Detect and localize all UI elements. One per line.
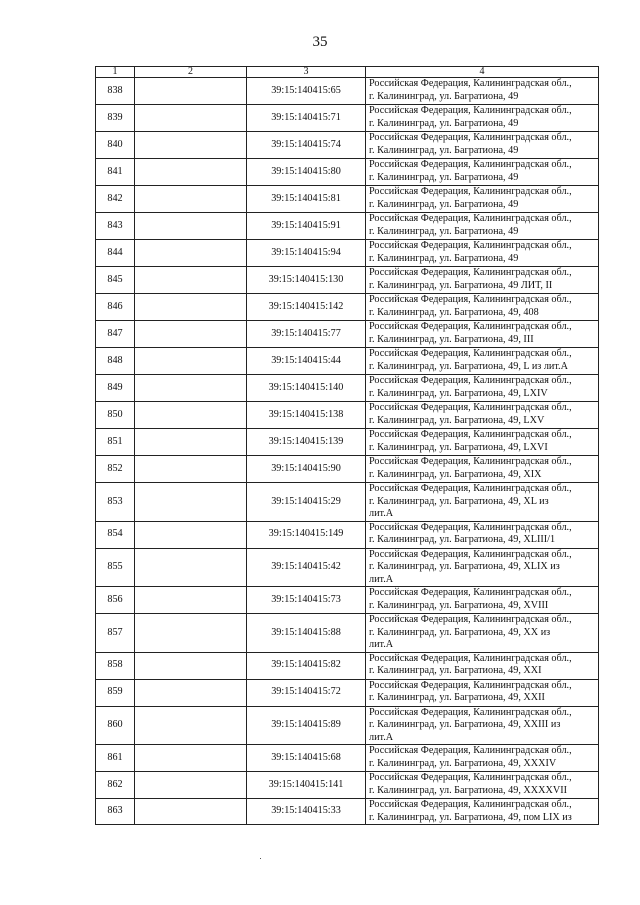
owner-cell [135,587,247,614]
column-header-2: 2 [135,67,247,78]
owner-cell [135,132,247,159]
cadastral-number: 39:15:140415:141 [247,772,366,799]
row-number: 862 [96,772,135,799]
row-number: 853 [96,483,135,522]
address-cell: Российская Федерация, Калининградская обл., г. Калининград, ул. Багратиона, 49, XL из лит.А [366,483,599,522]
table-header-row [96,67,599,78]
owner-cell [135,159,247,186]
cadastral-number: 39:15:140415:81 [247,186,366,213]
cadastral-number: 39:15:140415:29 [247,483,366,522]
address-cell: Российская Федерация, Калининградская обл., г. Калининград, ул. Багратиона, 49, LXV [366,402,599,429]
cadastral-number: 39:15:140415:65 [247,78,366,105]
row-number: 843 [96,213,135,240]
cadastral-number: 39:15:140415:138 [247,402,366,429]
address-cell: Российская Федерация, Калининградская обл., г. Калининград, ул. Багратиона, 49, III [366,321,599,348]
table-row [96,186,599,213]
address-cell: Российская Федерация, Калининградская обл., г. Калининград, ул. Багратиона, 49 [366,132,599,159]
table-row [96,429,599,456]
table-row [96,745,599,772]
row-number: 863 [96,799,135,825]
cadastral-number: 39:15:140415:42 [247,548,366,587]
column-header-4: 4 [366,67,599,78]
cadastral-number: 39:15:140415:44 [247,348,366,375]
address-cell: Российская Федерация, Калининградская обл., г. Калининград, ул. Багратиона, 49, XXII [366,679,599,706]
table-row [96,105,599,132]
row-number: 850 [96,402,135,429]
cadastral-number: 39:15:140415:89 [247,706,366,745]
column-header-1: 1 [96,67,135,78]
owner-cell [135,294,247,321]
row-number: 844 [96,240,135,267]
table-row [96,78,599,105]
row-number: 858 [96,652,135,679]
address-cell: Российская Федерация, Калининградская обл., г. Калининград, ул. Багратиона, 49 [366,213,599,240]
address-cell: Российская Федерация, Калининградская обл., г. Калининград, ул. Багратиона, 49, XLIX из лит.А [366,548,599,587]
owner-cell [135,321,247,348]
table-row [96,321,599,348]
row-number: 846 [96,294,135,321]
address-cell: Российская Федерация, Калининградская обл., г. Калининград, ул. Багратиона, 49 [366,105,599,132]
row-number: 848 [96,348,135,375]
address-cell: Российская Федерация, Калининградская обл., г. Калининград, ул. Багратиона, 49, 408 [366,294,599,321]
table-row [96,456,599,483]
cadastral-number: 39:15:140415:71 [247,105,366,132]
address-cell: Российская Федерация, Калининградская обл., г. Калининград, ул. Багратиона, 49 [366,186,599,213]
page-number: 35 [312,34,328,50]
table-row [96,587,599,614]
table-row [96,548,599,587]
row-number: 838 [96,78,135,105]
owner-cell [135,799,247,825]
table-body [96,78,599,825]
address-cell: Российская Федерация, Калининградская обл., г. Калининград, ул. Багратиона, 49, XX из лит.А [366,614,599,653]
address-cell: Российская Федерация, Калининградская обл., г. Калининград, ул. Багратиона, 49, XXXIV [366,745,599,772]
owner-cell [135,402,247,429]
owner-cell [135,267,247,294]
cadastral-number: 39:15:140415:77 [247,321,366,348]
row-number: 857 [96,614,135,653]
address-cell: Российская Федерация, Калининградская обл., г. Калининград, ул. Багратиона, 49, XIX [366,456,599,483]
table-row [96,213,599,240]
table-row [96,679,599,706]
address-cell: Российская Федерация, Калининградская обл., г. Калининград, ул. Багратиона, 49 ЛИТ, II [366,267,599,294]
cadastral-number: 39:15:140415:33 [247,799,366,825]
owner-cell [135,548,247,587]
owner-cell [135,521,247,548]
cadastral-number: 39:15:140415:149 [247,521,366,548]
address-cell: Российская Федерация, Калининградская обл., г. Калининград, ул. Багратиона, 49, LXIV [366,375,599,402]
cadastral-number: 39:15:140415:72 [247,679,366,706]
owner-cell [135,652,247,679]
cadastral-number: 39:15:140415:73 [247,587,366,614]
row-number: 855 [96,548,135,587]
owner-cell [135,105,247,132]
table-row [96,799,599,825]
table-row [96,294,599,321]
cadastral-number: 39:15:140415:88 [247,614,366,653]
table-row [96,614,599,653]
table-row [96,267,599,294]
cadastral-number: 39:15:140415:142 [247,294,366,321]
table-row [96,402,599,429]
row-number: 849 [96,375,135,402]
table-row [96,132,599,159]
owner-cell [135,429,247,456]
address-cell: Российская Федерация, Калининградская обл., г. Калининград, ул. Багратиона, 49, LXVI [366,429,599,456]
table-row [96,483,599,522]
address-cell: Российская Федерация, Калининградская обл., г. Калининград, ул. Багратиона, 49, XLIII/1 [366,521,599,548]
table-row [96,706,599,745]
table-row [96,772,599,799]
cadastral-number: 39:15:140415:80 [247,159,366,186]
cadastral-number: 39:15:140415:94 [247,240,366,267]
table-row [96,521,599,548]
row-number: 851 [96,429,135,456]
table-row [96,240,599,267]
cadastral-number: 39:15:140415:140 [247,375,366,402]
owner-cell [135,186,247,213]
owner-cell [135,348,247,375]
address-cell: Российская Федерация, Калининградская обл., г. Калининград, ул. Багратиона, 49, XXI [366,652,599,679]
row-number: 852 [96,456,135,483]
cadastral-number: 39:15:140415:74 [247,132,366,159]
owner-cell [135,483,247,522]
owner-cell [135,456,247,483]
row-number: 839 [96,105,135,132]
registry-table [95,66,599,825]
scan-mark [260,858,261,859]
address-cell: Российская Федерация, Калининградская обл., г. Калининград, ул. Багратиона, 49 [366,240,599,267]
row-number: 842 [96,186,135,213]
row-number: 847 [96,321,135,348]
table-row [96,375,599,402]
owner-cell [135,375,247,402]
row-number: 861 [96,745,135,772]
address-cell: Российская Федерация, Калининградская обл., г. Калининград, ул. Багратиона, 49, L из лит.А [366,348,599,375]
row-number: 859 [96,679,135,706]
row-number: 840 [96,132,135,159]
owner-cell [135,772,247,799]
row-number: 854 [96,521,135,548]
owner-cell [135,78,247,105]
owner-cell [135,614,247,653]
table-row [96,348,599,375]
owner-cell [135,679,247,706]
owner-cell [135,240,247,267]
table-row [96,159,599,186]
table-row [96,652,599,679]
cadastral-number: 39:15:140415:82 [247,652,366,679]
cadastral-number: 39:15:140415:68 [247,745,366,772]
address-cell: Российская Федерация, Калининградская обл., г. Калининград, ул. Багратиона, 49, XXIII из лит.А [366,706,599,745]
cadastral-number: 39:15:140415:139 [247,429,366,456]
cadastral-number: 39:15:140415:90 [247,456,366,483]
owner-cell [135,213,247,240]
row-number: 860 [96,706,135,745]
address-cell: Российская Федерация, Калининградская обл., г. Калининград, ул. Багратиона, 49, пом LIX из [366,799,599,825]
address-cell: Российская Федерация, Калининградская обл., г. Калининград, ул. Багратиона, 49 [366,78,599,105]
row-number: 841 [96,159,135,186]
cadastral-number: 39:15:140415:130 [247,267,366,294]
cadastral-number: 39:15:140415:91 [247,213,366,240]
address-cell: Российская Федерация, Калининградская обл., г. Калининград, ул. Багратиона, 49, XVIII [366,587,599,614]
owner-cell [135,706,247,745]
row-number: 845 [96,267,135,294]
row-number: 856 [96,587,135,614]
column-header-3: 3 [247,67,366,78]
address-cell: Российская Федерация, Калининградская обл., г. Калининград, ул. Багратиона, 49, XXXXVII [366,772,599,799]
address-cell: Российская Федерация, Калининградская обл., г. Калининград, ул. Багратиона, 49 [366,159,599,186]
owner-cell [135,745,247,772]
